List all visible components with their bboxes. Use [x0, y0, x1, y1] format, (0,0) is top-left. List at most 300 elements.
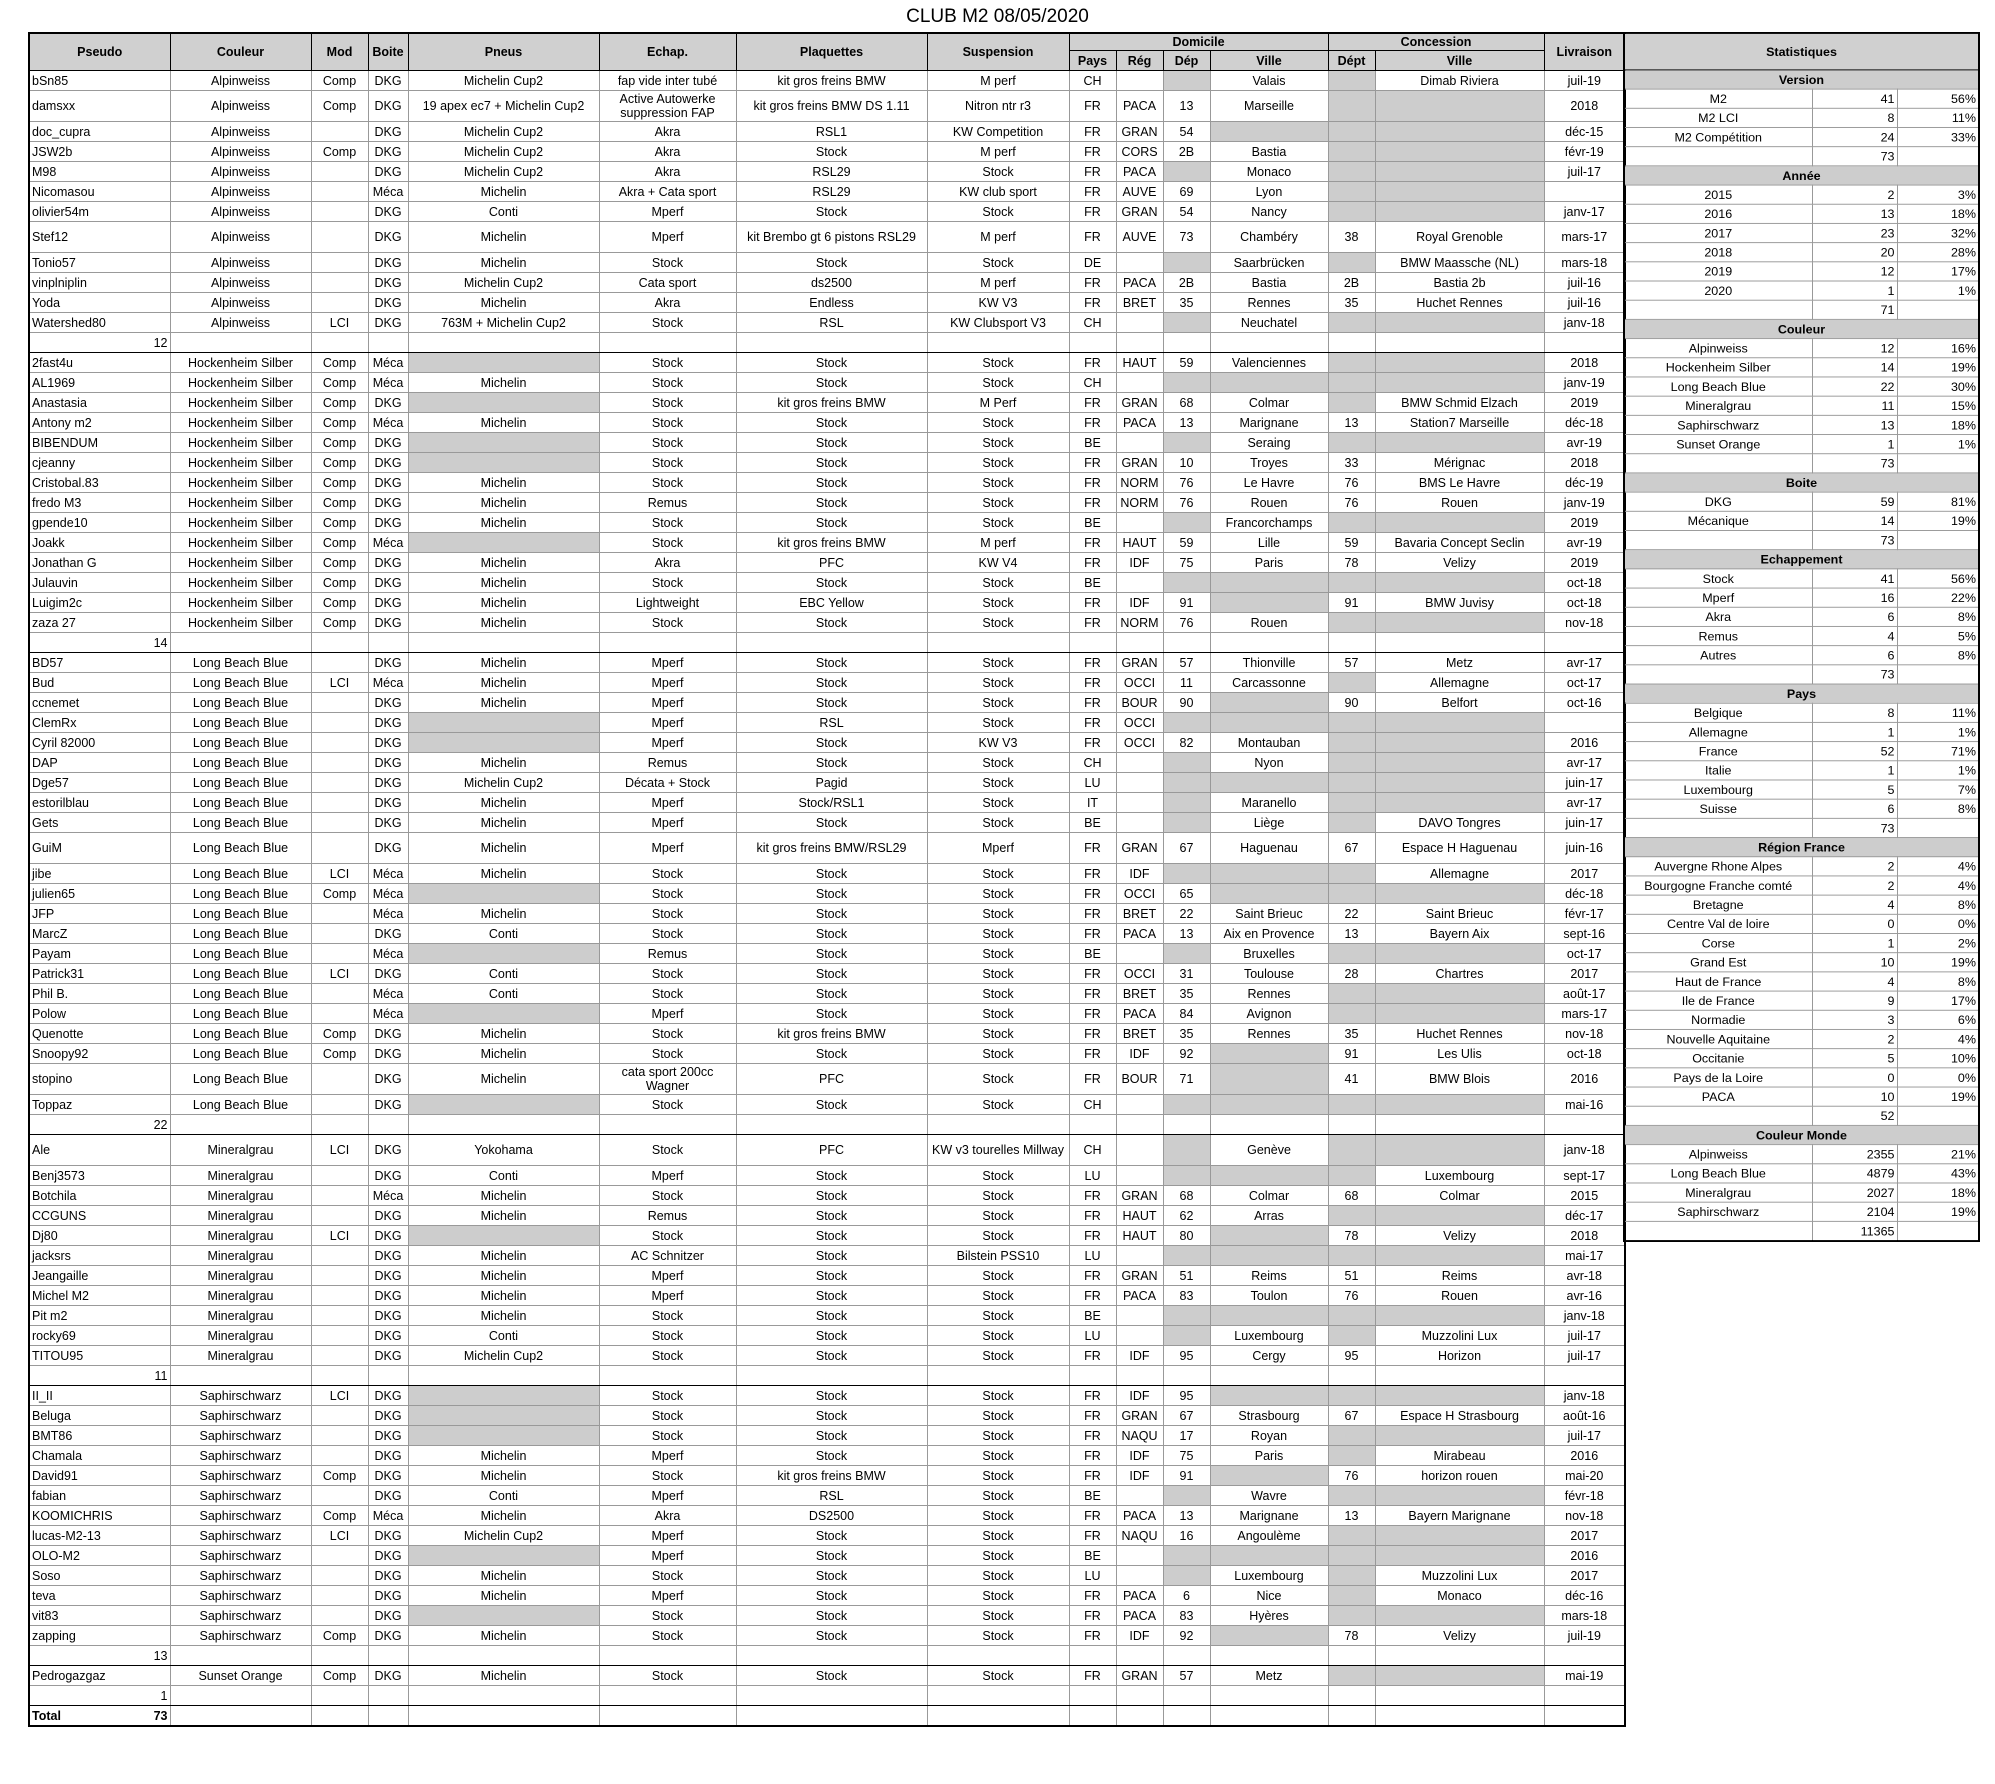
cell-couleur: Saphirschwarz	[170, 1426, 311, 1446]
cell-pays: BE	[1069, 813, 1116, 833]
stat-label: Stock	[1624, 569, 1812, 588]
cell-reg: GRAN	[1116, 202, 1163, 222]
cell-reg: NORM	[1116, 473, 1163, 493]
cell-livraison: nov-18	[1544, 613, 1625, 633]
cell-livraison: août-17	[1544, 984, 1625, 1004]
empty-cell	[368, 1366, 408, 1386]
cell-pneus: Michelin	[408, 1186, 599, 1206]
cell-ville: Haguenau	[1210, 833, 1328, 864]
stat-label	[1624, 147, 1812, 166]
cell-ville	[1210, 573, 1328, 593]
cell-dept	[1328, 733, 1375, 753]
cell-pays: FR	[1069, 593, 1116, 613]
cell-dept: 22	[1328, 904, 1375, 924]
stats-section-title: Pays	[1624, 684, 1979, 703]
empty-cell	[1544, 333, 1625, 353]
cell-suspension: KW V3	[927, 293, 1069, 313]
cell-couleur: Hockenheim Silber	[170, 613, 311, 633]
cell-couleur: Saphirschwarz	[170, 1386, 311, 1406]
cell-plaquettes: kit gros freins BMW/RSL29	[736, 833, 927, 864]
cell-boite: DKG	[368, 1486, 408, 1506]
cell-pseudo: Pit m2	[29, 1306, 170, 1326]
cell-couleur: Long Beach Blue	[170, 1024, 311, 1044]
cell-reg: AUVE	[1116, 182, 1163, 202]
cell-reg	[1116, 1095, 1163, 1115]
cell-echap: Akra	[599, 553, 736, 573]
cell-plaquettes: EBC Yellow	[736, 593, 927, 613]
empty-cell	[599, 1646, 736, 1666]
cell-dept: 91	[1328, 593, 1375, 613]
stat-label: France	[1624, 742, 1812, 761]
cell-mod	[311, 1004, 368, 1024]
cell-couleur: Long Beach Blue	[170, 693, 311, 713]
cell-dep: 91	[1163, 1466, 1210, 1486]
cell-dep: 13	[1163, 413, 1210, 433]
cell-pseudo: Jeangaille	[29, 1266, 170, 1286]
cell-boite: DKG	[368, 793, 408, 813]
cell-suspension: Stock	[927, 1166, 1069, 1186]
cell-ville: Arras	[1210, 1206, 1328, 1226]
cell-ville: Thionville	[1210, 653, 1328, 673]
header-reg[interactable]: Rég	[1116, 51, 1163, 71]
cell-plaquettes: kit gros freins BMW	[736, 393, 927, 413]
cell-pseudo: Jonathan G	[29, 553, 170, 573]
cell-couleur: Long Beach Blue	[170, 773, 311, 793]
cell-pneus: Michelin	[408, 553, 599, 573]
cell-dep: 2B	[1163, 273, 1210, 293]
cell-ville-concession	[1375, 1246, 1544, 1266]
header-dep[interactable]: Dép	[1163, 51, 1210, 71]
cell-ville: Nyon	[1210, 753, 1328, 773]
cell-pseudo: zapping	[29, 1626, 170, 1646]
cell-suspension: Stock	[927, 1546, 1069, 1566]
cell-ville-concession: Metz	[1375, 653, 1544, 673]
cell-livraison: 2019	[1544, 513, 1625, 533]
stat-label: Mineralgrau	[1624, 1183, 1812, 1202]
stat-count: 59	[1812, 492, 1897, 511]
stats-row	[1624, 761, 1979, 780]
empty-cell	[927, 1706, 1069, 1727]
stat-count: 8	[1812, 108, 1897, 127]
cell-mod: LCI	[311, 673, 368, 693]
table-row	[29, 373, 1625, 393]
cell-plaquettes: Stock	[736, 1246, 927, 1266]
cell-suspension: Stock	[927, 493, 1069, 513]
header-plaquettes[interactable]: Plaquettes	[736, 33, 927, 71]
cell-suspension: Stock	[927, 904, 1069, 924]
cell-dept: 35	[1328, 1024, 1375, 1044]
cell-livraison: janv-18	[1544, 313, 1625, 333]
cell-pays: FR	[1069, 222, 1116, 253]
cell-pseudo: Tonio57	[29, 253, 170, 273]
cell-pseudo: Joakk	[29, 533, 170, 553]
cell-dep: 75	[1163, 553, 1210, 573]
cell-pneus: Michelin	[408, 1246, 599, 1266]
table-row	[29, 1135, 1625, 1166]
table-row	[29, 1526, 1625, 1546]
cell-suspension: Stock	[927, 253, 1069, 273]
cell-pays: BE	[1069, 1486, 1116, 1506]
table-row	[29, 313, 1625, 333]
stat-label	[1624, 1221, 1812, 1241]
empty-cell	[1069, 333, 1116, 353]
cell-mod	[311, 1406, 368, 1426]
cell-pneus: Michelin	[408, 904, 599, 924]
stats-section	[1624, 166, 1979, 185]
table-row	[29, 1044, 1625, 1064]
cell-boite: Méca	[368, 904, 408, 924]
color-count-row	[29, 1646, 1625, 1666]
empty-cell	[1328, 1646, 1375, 1666]
cell-plaquettes: Stock	[736, 1166, 927, 1186]
cell-boite: DKG	[368, 273, 408, 293]
stats-row	[1624, 454, 1979, 473]
cell-pseudo: Botchila	[29, 1186, 170, 1206]
cell-couleur: Hockenheim Silber	[170, 433, 311, 453]
cell-mod	[311, 1586, 368, 1606]
cell-ville	[1210, 1044, 1328, 1064]
cell-plaquettes: Stock	[736, 1526, 927, 1546]
cell-pneus: Michelin	[408, 1566, 599, 1586]
cell-plaquettes: Stock	[736, 253, 927, 273]
cell-ville: Rennes	[1210, 984, 1328, 1004]
cell-pneus: Michelin	[408, 813, 599, 833]
cell-couleur: Long Beach Blue	[170, 653, 311, 673]
cell-couleur: Hockenheim Silber	[170, 533, 311, 553]
header-dept[interactable]: Dépt	[1328, 51, 1375, 71]
cell-pseudo: Beluga	[29, 1406, 170, 1426]
cell-plaquettes: kit gros freins BMW	[736, 1024, 927, 1044]
cell-dep: 84	[1163, 1004, 1210, 1024]
cell-reg: GRAN	[1116, 1666, 1163, 1686]
stat-count: 73	[1812, 454, 1897, 473]
cell-mod	[311, 733, 368, 753]
table-row	[29, 353, 1625, 373]
cell-pays: LU	[1069, 1566, 1116, 1586]
header-boite[interactable]: Boite	[368, 33, 408, 71]
cell-dept	[1328, 313, 1375, 333]
cell-dep: 83	[1163, 1286, 1210, 1306]
stat-percent: 19%	[1897, 358, 1979, 377]
cell-dept: 67	[1328, 1406, 1375, 1426]
header-echap[interactable]: Echap.	[599, 33, 736, 71]
header-pays[interactable]: Pays	[1069, 51, 1116, 71]
header-pneus[interactable]: Pneus	[408, 33, 599, 71]
cell-echap: Mperf	[599, 202, 736, 222]
stat-percent: 15%	[1897, 396, 1979, 415]
cell-ville-concession	[1375, 1486, 1544, 1506]
stat-label: Long Beach Blue	[1624, 377, 1812, 396]
cell-ville: Hyères	[1210, 1606, 1328, 1626]
cell-ville: Francorchamps	[1210, 513, 1328, 533]
cell-pseudo: cjeanny	[29, 453, 170, 473]
cell-plaquettes: Stock	[736, 693, 927, 713]
cell-plaquettes: Stock	[736, 353, 927, 373]
cell-mod	[311, 833, 368, 864]
stat-label: Saphirschwarz	[1624, 1202, 1812, 1221]
cell-reg: BRET	[1116, 904, 1163, 924]
stats-section	[1624, 1125, 1979, 1144]
cell-livraison: mars-17	[1544, 222, 1625, 253]
empty-cell	[311, 1115, 368, 1135]
cell-couleur: Saphirschwarz	[170, 1486, 311, 1506]
table-row	[29, 91, 1625, 122]
cell-plaquettes: Stock	[736, 473, 927, 493]
cell-dep: 95	[1163, 1346, 1210, 1366]
cell-ville-concession	[1375, 433, 1544, 453]
empty-cell	[1163, 1646, 1210, 1666]
cell-ville-concession	[1375, 944, 1544, 964]
cell-pseudo: stopino	[29, 1064, 170, 1095]
stats-row	[1624, 1221, 1979, 1241]
cell-dep	[1163, 1135, 1210, 1166]
cell-dep: 75	[1163, 1446, 1210, 1466]
cell-livraison: janv-17	[1544, 202, 1625, 222]
empty-cell	[736, 1706, 927, 1727]
cell-pneus: Michelin Cup2	[408, 1526, 599, 1546]
cell-mod: Comp	[311, 473, 368, 493]
cell-plaquettes: Stock	[736, 1586, 927, 1606]
cell-pays: FR	[1069, 1064, 1116, 1095]
header-suspension[interactable]: Suspension	[927, 33, 1069, 71]
cell-dep	[1163, 864, 1210, 884]
header-couleur[interactable]: Couleur	[170, 33, 311, 71]
stat-percent	[1897, 530, 1979, 549]
cell-suspension: Stock	[927, 1064, 1069, 1095]
cell-dept	[1328, 1306, 1375, 1326]
cell-ville-concession: BMW Schmid Elzach	[1375, 393, 1544, 413]
stat-count: 3	[1812, 1010, 1897, 1029]
cell-dept	[1328, 864, 1375, 884]
header-livraison[interactable]: Livraison	[1544, 33, 1625, 71]
cell-pays: FR	[1069, 833, 1116, 864]
cell-ville-concession	[1375, 713, 1544, 733]
cell-reg	[1116, 1566, 1163, 1586]
cell-livraison: avr-19	[1544, 533, 1625, 553]
empty-cell	[368, 1646, 408, 1666]
stat-label: Occitanie	[1624, 1049, 1812, 1068]
cell-ville-concession: Espace H Strasbourg	[1375, 1406, 1544, 1426]
cell-suspension: Stock	[927, 984, 1069, 1004]
cell-ville-concession	[1375, 162, 1544, 182]
cell-pays: FR	[1069, 273, 1116, 293]
cell-dept	[1328, 142, 1375, 162]
cell-couleur: Hockenheim Silber	[170, 573, 311, 593]
cell-dept	[1328, 1326, 1375, 1346]
table-row	[29, 1486, 1625, 1506]
cell-ville: Colmar	[1210, 1186, 1328, 1206]
cell-plaquettes: Stock	[736, 673, 927, 693]
stat-count: 2	[1812, 185, 1897, 204]
cell-pays: FR	[1069, 1666, 1116, 1686]
cell-boite: DKG	[368, 1266, 408, 1286]
color-count-row	[29, 1366, 1625, 1386]
table-row	[29, 1226, 1625, 1246]
stat-percent: 3%	[1897, 185, 1979, 204]
cell-pays: FR	[1069, 924, 1116, 944]
stats-row	[1624, 972, 1979, 991]
cell-pneus	[408, 1406, 599, 1426]
cell-boite: DKG	[368, 1406, 408, 1426]
header-domicile[interactable]: Domicile	[1069, 33, 1328, 51]
stat-percent: 4%	[1897, 1029, 1979, 1048]
empty-cell	[368, 1706, 408, 1727]
empty-cell	[1544, 1366, 1625, 1386]
cell-boite: DKG	[368, 1044, 408, 1064]
cell-echap: Akra	[599, 162, 736, 182]
cell-couleur: Long Beach Blue	[170, 924, 311, 944]
cell-pseudo: vinplniplin	[29, 273, 170, 293]
cell-echap: Stock	[599, 1466, 736, 1486]
cell-livraison: mai-19	[1544, 1666, 1625, 1686]
stats-row	[1624, 358, 1979, 377]
cell-plaquettes: Stock	[736, 1306, 927, 1326]
stats-row	[1624, 300, 1979, 319]
cell-boite: DKG	[368, 293, 408, 313]
empty-cell	[1116, 1115, 1163, 1135]
cell-ville	[1210, 1546, 1328, 1566]
cell-dept: 90	[1328, 693, 1375, 713]
stat-label: Italie	[1624, 761, 1812, 780]
cell-plaquettes: Stock	[736, 1666, 927, 1686]
stats-row	[1624, 722, 1979, 741]
cell-livraison: sept-17	[1544, 1166, 1625, 1186]
cell-pneus	[408, 393, 599, 413]
stat-percent: 43%	[1897, 1164, 1979, 1183]
cell-pneus: Michelin	[408, 793, 599, 813]
header-ville-concession[interactable]: Ville	[1375, 51, 1544, 71]
cell-pseudo: TITOU95	[29, 1346, 170, 1366]
stats-row	[1624, 204, 1979, 223]
cell-echap: Akra	[599, 1506, 736, 1526]
cell-dep	[1163, 573, 1210, 593]
cell-pneus: Michelin	[408, 1586, 599, 1606]
header-mod[interactable]: Mod	[311, 33, 368, 71]
cell-echap: Stock	[599, 573, 736, 593]
stats-row	[1624, 818, 1979, 837]
cell-pseudo: Anastasia	[29, 393, 170, 413]
color-count: 22	[29, 1115, 170, 1135]
cell-dep: 92	[1163, 1626, 1210, 1646]
cell-pays: BE	[1069, 573, 1116, 593]
cell-mod: LCI	[311, 864, 368, 884]
cell-reg: IDF	[1116, 1466, 1163, 1486]
cell-dep: 62	[1163, 1206, 1210, 1226]
cell-dept: 38	[1328, 222, 1375, 253]
cell-dep: 90	[1163, 693, 1210, 713]
cell-echap: Stock	[599, 1186, 736, 1206]
cell-suspension: Stock	[927, 1306, 1069, 1326]
stat-label: Mécanique	[1624, 511, 1812, 530]
cell-suspension: Stock	[927, 1486, 1069, 1506]
cell-dept	[1328, 1526, 1375, 1546]
header-pseudo[interactable]: Pseudo	[29, 33, 170, 71]
cell-couleur: Mineralgrau	[170, 1186, 311, 1206]
cell-pays: FR	[1069, 1004, 1116, 1024]
empty-cell	[599, 333, 736, 353]
header-ville[interactable]: Ville	[1210, 51, 1328, 71]
cell-dep	[1163, 71, 1210, 91]
cell-boite: DKG	[368, 71, 408, 91]
cell-dept: 78	[1328, 1226, 1375, 1246]
cell-ville-concession: Velizy	[1375, 1626, 1544, 1646]
table-row	[29, 573, 1625, 593]
stat-label: Akra	[1624, 607, 1812, 626]
cell-pseudo: Phil B.	[29, 984, 170, 1004]
cell-ville-concession	[1375, 1426, 1544, 1446]
cell-pays: BE	[1069, 1306, 1116, 1326]
cell-ville-concession: Velizy	[1375, 1226, 1544, 1246]
color-count-row	[29, 633, 1625, 653]
cell-dept: 13	[1328, 924, 1375, 944]
cell-mod: Comp	[311, 1626, 368, 1646]
cell-dep: 68	[1163, 393, 1210, 413]
cell-pseudo: ClemRx	[29, 713, 170, 733]
cell-couleur: Saphirschwarz	[170, 1406, 311, 1426]
cell-echap: Mperf	[599, 1486, 736, 1506]
cell-mod	[311, 924, 368, 944]
cell-pays: FR	[1069, 122, 1116, 142]
cell-suspension: Stock	[927, 964, 1069, 984]
cell-reg: GRAN	[1116, 1406, 1163, 1426]
cell-suspension: Stock	[927, 753, 1069, 773]
table-row	[29, 1004, 1625, 1024]
cell-ville: Valais	[1210, 71, 1328, 91]
cell-boite: DKG	[368, 813, 408, 833]
stat-label: M2	[1624, 89, 1812, 108]
cell-boite: Méca	[368, 984, 408, 1004]
cell-pseudo: KOOMICHRIS	[29, 1506, 170, 1526]
cell-mod	[311, 1186, 368, 1206]
stat-count: 16	[1812, 588, 1897, 607]
cell-dept	[1328, 1386, 1375, 1406]
cell-mod: Comp	[311, 533, 368, 553]
cell-boite: DKG	[368, 773, 408, 793]
cell-reg: PACA	[1116, 273, 1163, 293]
empty-cell	[927, 333, 1069, 353]
cell-couleur: Long Beach Blue	[170, 1044, 311, 1064]
cell-livraison: juil-16	[1544, 273, 1625, 293]
cell-livraison: nov-18	[1544, 1506, 1625, 1526]
stat-percent: 32%	[1897, 223, 1979, 242]
cell-reg	[1116, 1246, 1163, 1266]
cell-pseudo: bSn85	[29, 71, 170, 91]
cell-reg: BOUR	[1116, 693, 1163, 713]
cell-boite: DKG	[368, 1246, 408, 1266]
cell-suspension: Stock	[927, 884, 1069, 904]
color-count: 12	[29, 333, 170, 353]
cell-boite: DKG	[368, 693, 408, 713]
cell-plaquettes: Stock	[736, 413, 927, 433]
cell-plaquettes: Stock	[736, 884, 927, 904]
stats-section	[1624, 684, 1979, 703]
cell-livraison: avr-19	[1544, 433, 1625, 453]
cell-pneus	[408, 1386, 599, 1406]
header-statistiques[interactable]: Statistiques	[1624, 33, 1979, 70]
cell-couleur: Hockenheim Silber	[170, 553, 311, 573]
cell-livraison: févr-18	[1544, 1486, 1625, 1506]
cell-ville: Royan	[1210, 1426, 1328, 1446]
cell-suspension: Stock	[927, 1044, 1069, 1064]
cell-pseudo: Ale	[29, 1135, 170, 1166]
cell-livraison: 2018	[1544, 1226, 1625, 1246]
table-row	[29, 1586, 1625, 1606]
stat-count: 14	[1812, 511, 1897, 530]
cell-suspension: Stock	[927, 1406, 1069, 1426]
cell-ville: Rennes	[1210, 293, 1328, 313]
cell-echap: Mperf	[599, 1166, 736, 1186]
header-concession[interactable]: Concession	[1328, 33, 1544, 51]
